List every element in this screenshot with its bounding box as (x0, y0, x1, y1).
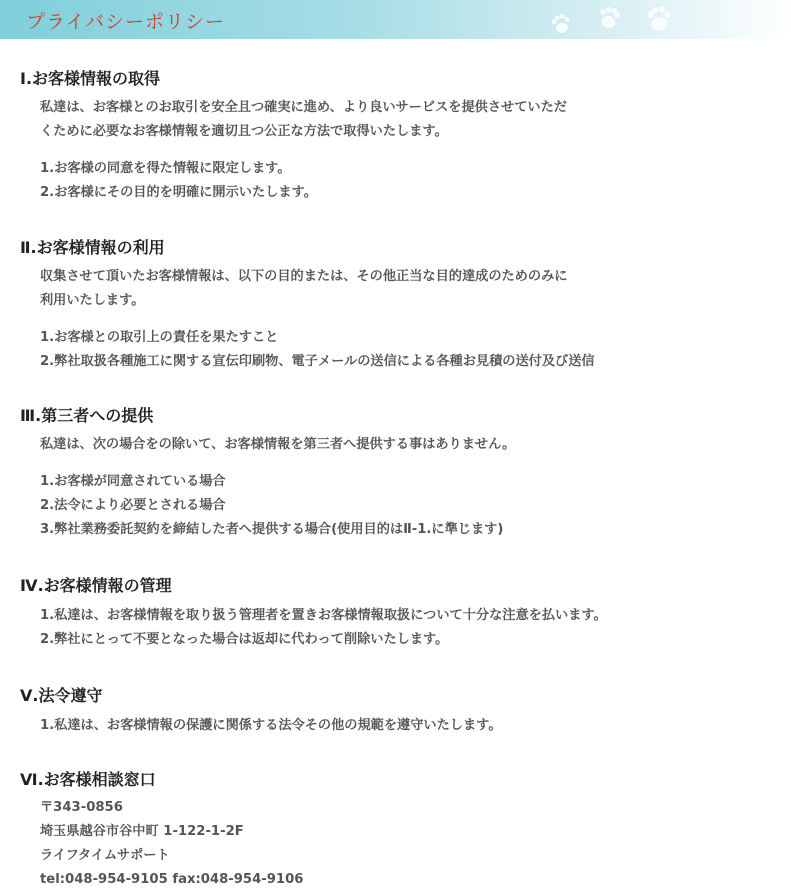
section-heading: Ⅵ.お客様相談窓口 (20, 770, 156, 789)
list-item: 2.弊社取扱各種施工に関する宣伝印刷物、電子メールの送信による各種お見積の送付及び送信 (40, 354, 595, 369)
company-name: ライフタイムサポート (40, 848, 170, 863)
section-heading: Ⅴ.法令遵守 (20, 686, 103, 705)
page-header (0, 0, 791, 39)
list-item: 2.法令により必要とされる場合 (40, 498, 226, 513)
section-heading: Ⅰ.お客様情報の取得 (20, 69, 161, 88)
section-paragraph-line: 私達は、お客様とのお取引を安全且つ確実に進め、より良いサービスを提供させていただ (40, 100, 567, 115)
list-item: 3.弊社業務委託契約を締結した者へ提供する場合(使用目的はⅡ-1.に準じます) (40, 522, 504, 537)
address: 埼玉県越谷市谷中町 1-122-1-2F (40, 824, 244, 839)
list-item: 1.お客様との取引上の責任を果たすこと (40, 330, 279, 345)
list-item: 2.弊社にとって不要となった場合は返却に代わって削除いたします。 (40, 632, 449, 647)
list-item: 2.お客様にその目的を明確に開示いたします。 (40, 185, 317, 200)
list-item: 1.私達は、お客様情報の保護に関係する法令その他の規範を遵守いたします。 (40, 718, 502, 733)
section-heading: Ⅱ.お客様情報の利用 (20, 238, 165, 257)
postal-code: 〒343-0856 (40, 800, 123, 815)
paw-prints-icon (541, 2, 681, 38)
section-paragraph-line: 私達は、次の場合をの除いて、お客様情報を第三者へ提供する事はありません。 (40, 437, 516, 452)
list-item: 1.お客様が同意されている場合 (40, 474, 226, 489)
phone-fax: tel:048-954-9105 fax:048-954-9106 (40, 872, 304, 887)
section-paragraph-line: くために必要なお客様情報を適切且つ公正な方法で取得いたします。 (40, 124, 448, 139)
section-paragraph-line: 収集させて頂いたお客様情報は、以下の目的または、その他正当な目的達成のためのみに (40, 269, 568, 284)
section-heading: Ⅳ.お客様情報の管理 (20, 576, 172, 595)
page-title: プライバシーポリシー (26, 11, 226, 33)
list-item: 1.お客様の同意を得た情報に限定します。 (40, 161, 291, 176)
section-paragraph-line: 利用いたします。 (40, 293, 145, 308)
section-heading: Ⅲ.第三者への提供 (20, 406, 154, 425)
list-item: 1.私達は、お客様情報を取り扱う管理者を置きお客様情報取扱について十分な注意を払います。 (40, 608, 607, 623)
